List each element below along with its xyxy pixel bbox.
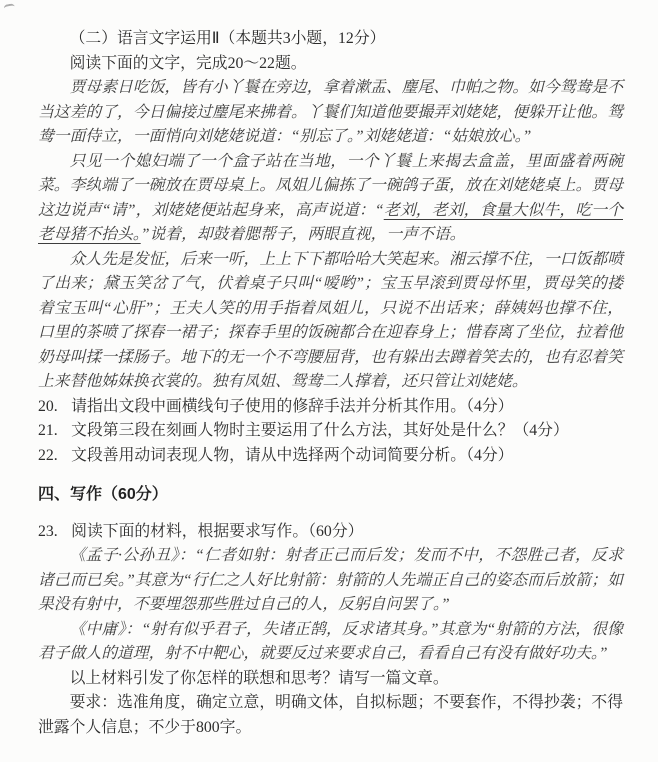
question-21-number: 21. — [38, 422, 58, 439]
material-zhongyong: 《中庸》：“射有似乎君子，失诸正鹄，反求诸其身。”其意为“射箭的方法，很像君子做人的道理，射不中靶心，就要反过来要求自己，看看自己有没有做好功夫。” — [38, 620, 623, 662]
question-20 — [38, 395, 623, 420]
underlined-sentence: 老刘，老刘，食量大似牛，吃一个老母猪不抬头。 — [38, 201, 623, 243]
passage-paragraph-1: 贾母素日吃饭，皆有小丫鬟在旁边，拿着漱盂、麈尾、巾帕之物。如今鸳鸯是不当这差的了，今日偏接过麈尾来拂着。丫鬟们知道他要撮弄刘姥姥，便躲开让他。鸳鸯一面侍立，一面悄向刘姥姥说道：“别忘了。”刘姥姥道：“姑娘放心。” — [38, 79, 623, 145]
question-23-text: 阅读下面的材料，根据要求写作。（60分） — [71, 522, 364, 540]
section-iv-header: 四、写作（60分） — [38, 486, 168, 503]
section-ii-header: （二）语言文字运用Ⅱ（本题共3小题，12分） — [69, 30, 386, 47]
writing-requirements: 要求：选准角度，确定立意，明确文体，自拟标题；不要套作，不得抄袭；不得泄露个人信息；不少于800字。 — [38, 694, 623, 736]
scan-artifact — [3, 3, 15, 14]
passage-paragraph-2 — [38, 150, 623, 248]
passage-paragraph-3: 众人先是发怔，后来一听，上上下下都哈哈大笑起来。湘云撑不住，一口饭都喷了出来；黛玉笑岔了气，伏着桌子只叫“嗳哟”；宝玉早滚到贾母怀里，贾母笑的搂着宝玉叫“心肝”；王夫人笑的用手指着凤姐儿，只说不出话来；薛姨妈也撑不住，口里的茶喷了探春一裙子；探春手里的饭碗都合在迎春身上；惜春离了坐位，拉着他奶母叫揉一揉肠子。地下的无一个不弯腰屈背，也有躲出去蹲着笑去的，也有忍着笑上来替他姊妹换衣裳的。独有凤姐、鸳鸯二人撑着，还只管让刘姥姥。 — [38, 250, 623, 390]
question-23-number: 23. — [38, 522, 58, 540]
question-20-number: 20. — [38, 397, 58, 415]
question-22-number: 22. — [38, 446, 58, 464]
question-22 — [38, 444, 623, 469]
reading-instruction: 阅读下面的文字，完成20～22题。 — [69, 54, 307, 72]
passage-p2-post: ”说着，却鼓着腮帮子，两眼直视，一声不语。 — [140, 226, 466, 243]
question-23 — [38, 520, 623, 545]
question-21-text: 文段第三段在刻画人物时主要运用了什么方法，其好处是什么？（4分） — [71, 422, 569, 439]
material-mengzi: 《孟子·公孙丑》：“仁者如射：射者正己而后发；发而不中，不怨胜己者，反求诸己而已矣。”其意为“行仁之人好比射箭：射箭的人先端正自己的姿态而后放箭；如果没有射中，不要埋怨那些胜过自己的人，反躬自问罢了。” — [38, 547, 623, 613]
question-21 — [38, 419, 623, 444]
question-20-text: 请指出文段中画横线句子使用的修辞手法并分析其作用。（4分） — [71, 397, 514, 415]
passage-p2-pre: 只见一个媳妇端了一个盒子站在当地，一个丫鬟上来揭去盒盖，里面盛着两碗菜。李纨端了一碗放在贾母桌上。凤姐儿偏拣了一碗鸽子蛋，放在刘姥姥桌上。贾母这边说声“请”，刘姥姥便站起身来，高声说道：“ — [38, 152, 623, 219]
question-22-text: 文段善用动词表现人物，请从中选择两个动词简要分析。（4分） — [71, 446, 514, 464]
writing-prompt: 以上材料引发了你怎样的联想和思考？请写一篇文章。 — [69, 669, 449, 687]
